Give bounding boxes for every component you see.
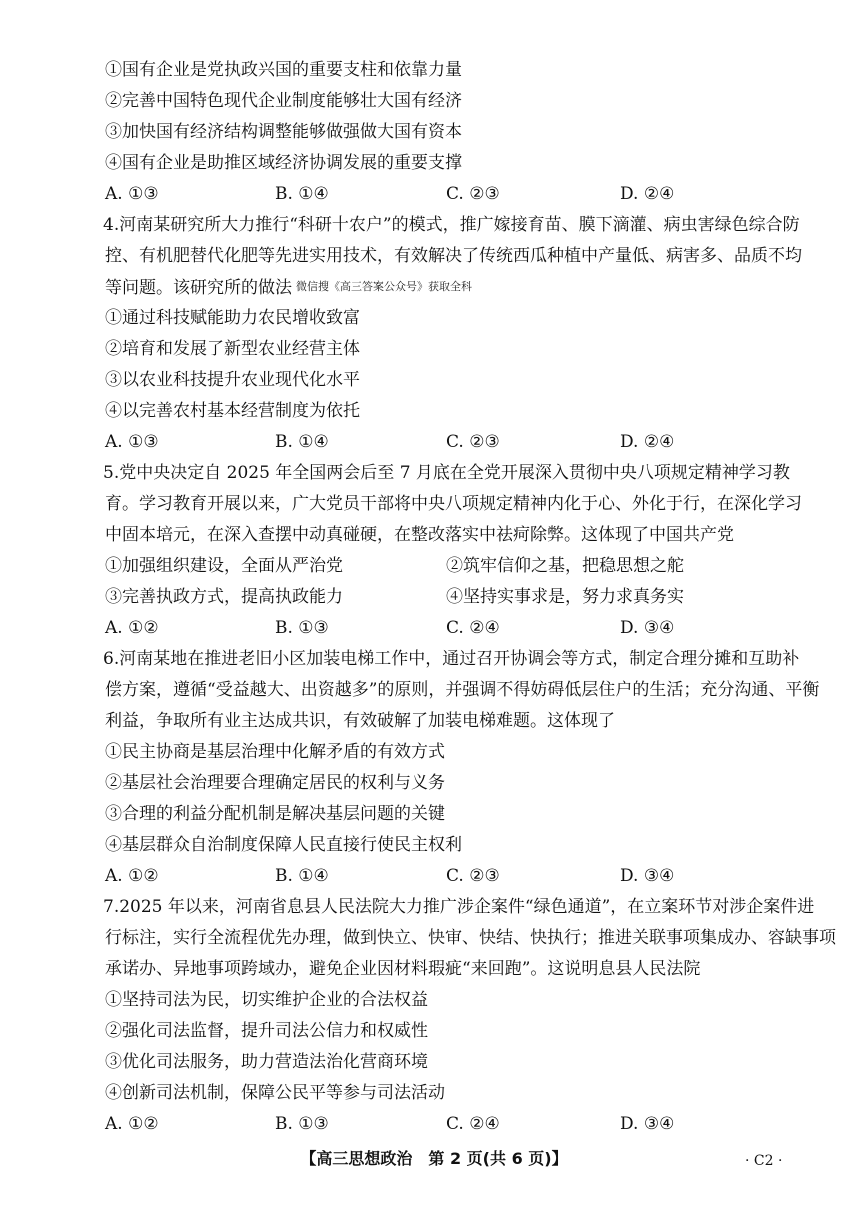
- question-7-stem: 行标注，实行全流程优先办理，做到快立、快审、快结、快执行；推进关联事项集成办、容缺事项: [105, 928, 836, 948]
- choice-a: A. ①②: [105, 618, 159, 638]
- page-footer: 【高三思想政治 第 2 页(共 6 页)】: [300, 1149, 568, 1168]
- option-statement: ③以农业科技提升农业现代化水平: [105, 370, 360, 390]
- choice-c: C. ②③: [446, 184, 500, 204]
- choice-d: D. ②④: [620, 184, 675, 204]
- option-statement: ③合理的利益分配机制是解决基层问题的关键: [105, 804, 445, 824]
- choice-c: C. ②③: [446, 866, 500, 886]
- option-statement: ①民主协商是基层治理中化解矛盾的有效方式: [105, 742, 445, 762]
- question-7-stem: 7.2025 年以来，河南省息县人民法院大力推广涉企案件“绿色通道”，在立案环节对涉企案件进: [103, 897, 815, 917]
- choice-c: C. ②④: [446, 1114, 500, 1134]
- option-statement: ④坚持实事求是，努力求真务实: [446, 587, 684, 607]
- question-7-stem: 承诺办、异地事项跨域办，避免企业因材料瑕疵“来回跑”。这说明息县人民法院: [105, 959, 701, 979]
- question-5-stem: 中固本培元，在深入查摆中动真碰硬，在整改落实中祛疴除弊。这体现了中国共产党: [105, 525, 734, 545]
- question-6-stem: 利益，争取所有业主达成共识，有效破解了加装电梯难题。这体现了: [105, 711, 615, 731]
- question-6-stem: 6.河南某地在推进老旧小区加装电梯工作中，通过召开协调会等方式，制定合理分摊和互助补: [103, 649, 800, 669]
- option-statement: ④以完善农村基本经营制度为依托: [105, 401, 360, 421]
- option-statement: ③优化司法服务，助力营造法治化营商环境: [105, 1052, 428, 1072]
- question-4-stem: 控、有机肥替代化肥等先进实用技术，有效解决了传统西瓜种植中产量低、病害多、品质不均: [105, 246, 802, 266]
- option-statement: ①国有企业是党执政兴国的重要支柱和依靠力量: [105, 60, 462, 80]
- choice-b: B. ①④: [275, 866, 329, 886]
- choice-a: A. ①②: [105, 1114, 159, 1134]
- question-5-stem: 育。学习教育开展以来，广大党员干部将中央八项规定精神内化于心、外化于行，在深化学习: [105, 494, 802, 514]
- choice-d: D. ③④: [620, 1114, 675, 1134]
- option-statement: ②完善中国特色现代企业制度能够壮大国有经济: [105, 91, 462, 111]
- question-6-stem: 偿方案，遵循“受益越大、出资越多”的原则，并强调不得妨碍低层住户的生活；充分沟通、平衡: [105, 680, 820, 700]
- choice-d: D. ③④: [620, 866, 675, 886]
- option-statement: ②基层社会治理要合理确定居民的权利与义务: [105, 773, 445, 793]
- choice-b: B. ①③: [275, 618, 329, 638]
- watermark-text: 微信搜《高三答案公众号》获取全科: [296, 280, 472, 293]
- option-statement: ③加快国有经济结构调整能够做强做大国有资本: [105, 122, 462, 142]
- option-statement: ①通过科技赋能助力农民增收致富: [105, 308, 360, 328]
- choice-d: D. ③④: [620, 618, 675, 638]
- option-statement: ②强化司法监督，提升司法公信力和权威性: [105, 1021, 428, 1041]
- question-4-stem: 4.河南某研究所大力推行“科研十农户”的模式，推广嫁接育苗、膜下滴灌、病虫害绿色综合防: [103, 215, 800, 235]
- option-statement: ②培育和发展了新型农业经营主体: [105, 339, 360, 359]
- option-statement: ①加强组织建设，全面从严治党: [105, 556, 343, 576]
- option-statement: ③完善执政方式，提高执政能力: [105, 587, 343, 607]
- paper-code: · C2 ·: [745, 1153, 783, 1169]
- choice-b: B. ①③: [275, 1114, 329, 1134]
- choice-b: B. ①④: [275, 184, 329, 204]
- choice-a: A. ①③: [105, 184, 159, 204]
- choice-b: B. ①④: [275, 432, 329, 452]
- option-statement: ④国有企业是助推区域经济协调发展的重要支撑: [105, 153, 462, 173]
- choice-a: A. ①③: [105, 432, 159, 452]
- option-statement: ④基层群众自治制度保障人民直接行使民主权利: [105, 835, 462, 855]
- choice-c: C. ②④: [446, 618, 500, 638]
- option-statement: ①坚持司法为民，切实维护企业的合法权益: [105, 990, 428, 1010]
- question-4-stem-end: 等问题。该研究所的做法: [105, 278, 292, 298]
- choice-d: D. ②④: [620, 432, 675, 452]
- choice-a: A. ①②: [105, 866, 159, 886]
- choice-c: C. ②③: [446, 432, 500, 452]
- option-statement: ②筑牢信仰之基，把稳思想之舵: [446, 556, 684, 576]
- question-5-stem: 5.党中央决定自 2025 年全国两会后至 7 月底在全党开展深入贯彻中央八项规定精神学习教: [103, 463, 790, 483]
- option-statement: ④创新司法机制，保障公民平等参与司法活动: [105, 1083, 445, 1103]
- question-4-stem: [105, 275, 472, 300]
